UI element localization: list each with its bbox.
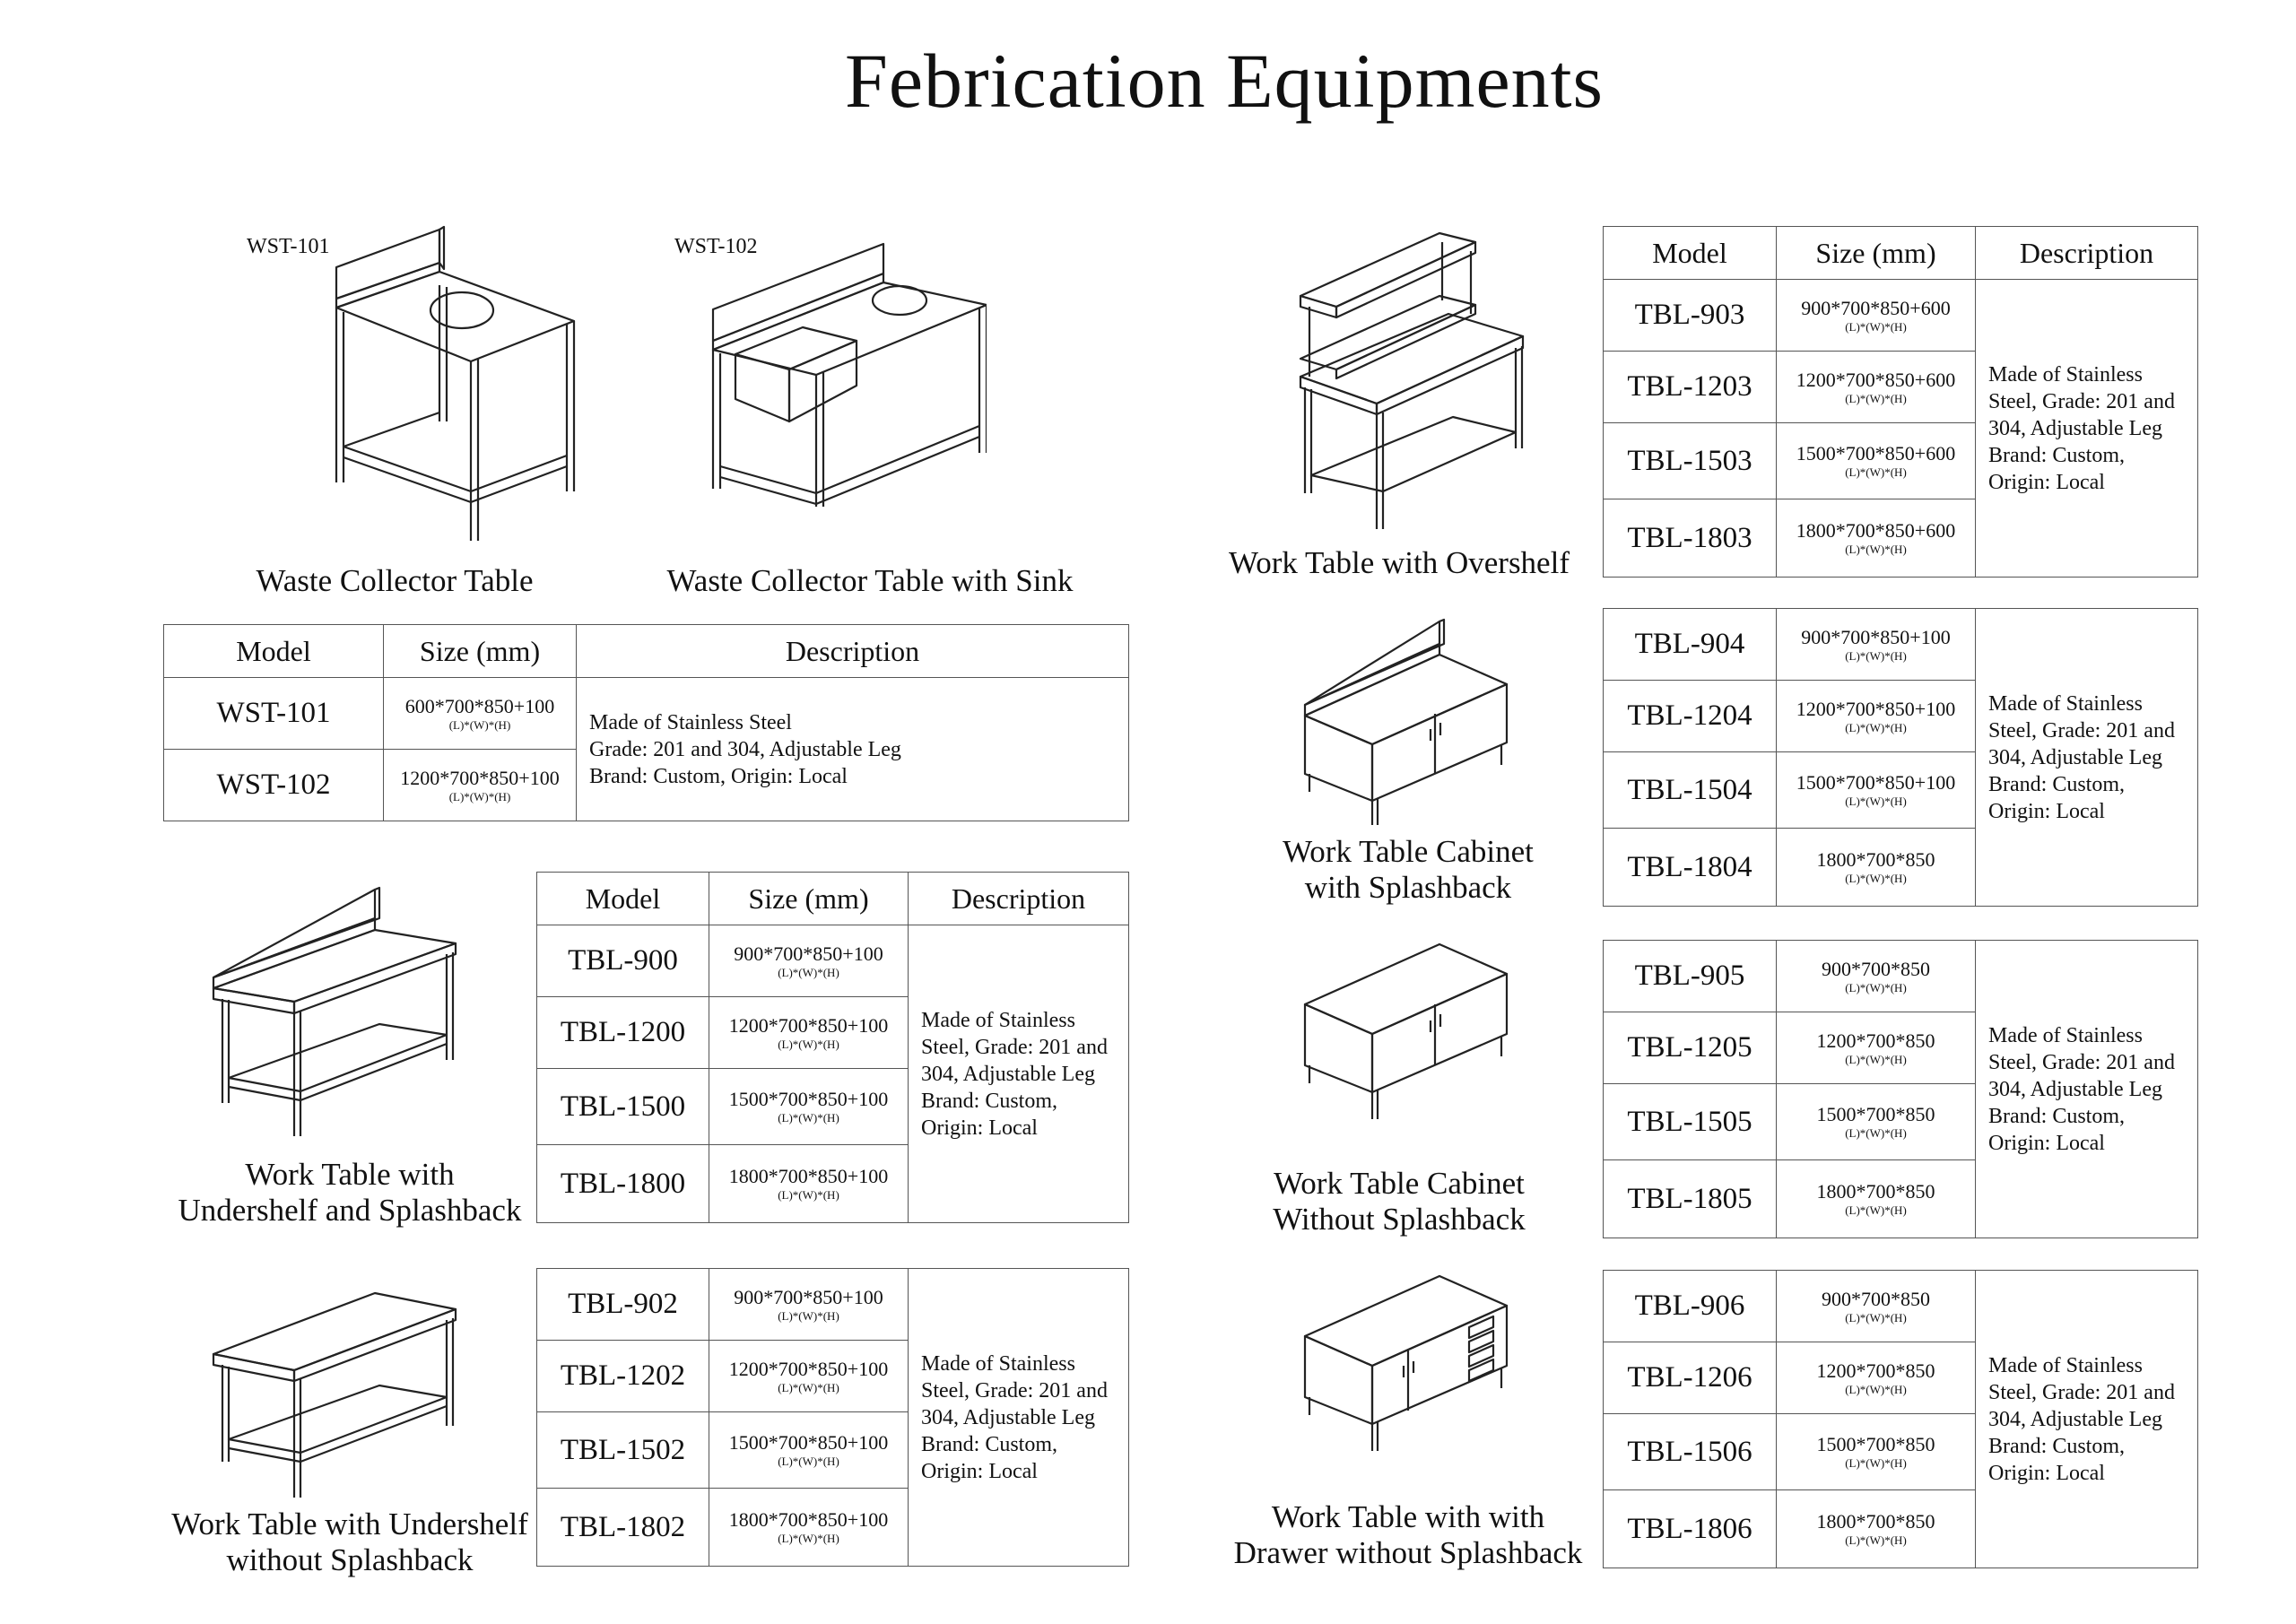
- table-row: [1604, 609, 2198, 681]
- model-cell: TBL-1502: [537, 1412, 709, 1489]
- header-size: Size (mm): [1777, 227, 1976, 280]
- size-cell: 1500*700*850+100 (L)*(W)*(H): [709, 1069, 909, 1145]
- model-cell: TBL-1806: [1604, 1490, 1777, 1568]
- model-cell: TBL-903: [1604, 280, 1777, 352]
- size-cell: 1200*700*850+100 (L)*(W)*(H): [709, 997, 909, 1069]
- model-cell: TBL-1506: [1604, 1414, 1777, 1490]
- table-row: [1604, 941, 2198, 1012]
- size-cell: 1200*700*850+100 (L)*(W)*(H): [384, 750, 577, 821]
- caption-waste-collector-table-with-sink: Waste Collector Table with Sink: [666, 563, 1074, 598]
- header-size: Size (mm): [709, 873, 909, 925]
- model-cell: TBL-1202: [537, 1341, 709, 1412]
- size-cell: 1200*700*850 (L)*(W)*(H): [1777, 1012, 1976, 1084]
- header-model: Model: [537, 873, 709, 925]
- size-cell: 1500*700*850 (L)*(W)*(H): [1777, 1414, 1976, 1490]
- model-cell: TBL-1504: [1604, 752, 1777, 829]
- waste-collector-table-with-sink-drawing: [700, 215, 987, 511]
- tbl-906-spec-table: [1603, 1270, 2198, 1568]
- header-model: Model: [164, 625, 384, 678]
- tbl-904-spec-table: [1603, 608, 2198, 907]
- model-cell: TBL-1200: [537, 997, 709, 1069]
- table-row: [1604, 280, 2198, 352]
- page-title: Febrication Equipments: [844, 38, 1604, 124]
- caption-tbl-906: Work Table with with Drawer without Splashback: [1233, 1499, 1583, 1570]
- model-cell: TBL-904: [1604, 609, 1777, 681]
- model-cell: TBL-1800: [537, 1145, 709, 1223]
- model-cell: TBL-902: [537, 1269, 709, 1341]
- caption-tbl-900: Work Table with Undershelf and Splashback: [178, 1157, 522, 1228]
- size-cell: 1200*700*850+100 (L)*(W)*(H): [1777, 681, 1976, 752]
- size-cell: 1800*700*850+600 (L)*(W)*(H): [1777, 499, 1976, 578]
- wst-101-label: WST-101: [247, 235, 330, 258]
- size-cell: 1500*700*850+100 (L)*(W)*(H): [1777, 752, 1976, 829]
- size-cell: 900*700*850+600 (L)*(W)*(H): [1777, 280, 1976, 352]
- size-cell: 1800*700*850 (L)*(W)*(H): [1777, 1160, 1976, 1238]
- model-cell: TBL-1203: [1604, 352, 1777, 423]
- header-model: Model: [1604, 227, 1777, 280]
- model-cell: TBL-1503: [1604, 423, 1777, 499]
- work-table-overshelf-drawing: [1292, 224, 1534, 538]
- size-cell: 900*700*850+100 (L)*(W)*(H): [1777, 609, 1976, 681]
- description-cell: Made of Stainless Steel, Grade: 201 and 304, Adjustable Leg Brand: Custom, Origin: Local: [1976, 609, 2198, 907]
- table-row: [164, 678, 1129, 750]
- work-table-undershelf-no-splashback-drawing: [209, 1255, 465, 1507]
- description-cell: Made of Stainless Steel, Grade: 201 and 304, Adjustable Leg Brand: Custom, Origin: Local: [909, 925, 1129, 1223]
- model-cell: WST-102: [164, 750, 384, 821]
- waste-collector-table-drawing: [327, 222, 578, 545]
- model-cell: TBL-1805: [1604, 1160, 1777, 1238]
- size-cell: 900*700*850+100 (L)*(W)*(H): [709, 1269, 909, 1341]
- model-cell: TBL-1205: [1604, 1012, 1777, 1084]
- size-cell: 1500*700*850+100 (L)*(W)*(H): [709, 1412, 909, 1489]
- model-cell: WST-101: [164, 678, 384, 750]
- work-table-cabinet-no-splashback-drawing: [1300, 940, 1516, 1155]
- size-cell: 1800*700*850+100 (L)*(W)*(H): [709, 1145, 909, 1223]
- model-cell: TBL-1803: [1604, 499, 1777, 578]
- size-cell: 1200*700*850+600 (L)*(W)*(H): [1777, 352, 1976, 423]
- model-cell: TBL-1804: [1604, 829, 1777, 907]
- size-cell: 900*700*850 (L)*(W)*(H): [1777, 1271, 1976, 1342]
- description-cell: Made of Stainless Steel Grade: 201 and 304, Adjustable Leg Brand: Custom, Origin: Local: [577, 678, 1129, 821]
- model-cell: TBL-905: [1604, 941, 1777, 1012]
- caption-tbl-904: Work Table Cabinet with Splashback: [1283, 834, 1534, 905]
- header-description: Description: [577, 625, 1129, 678]
- size-cell: 900*700*850 (L)*(W)*(H): [1777, 941, 1976, 1012]
- table-row: [1604, 1271, 2198, 1342]
- size-cell: 1800*700*850+100 (L)*(W)*(H): [709, 1489, 909, 1567]
- size-cell: 600*700*850+100 (L)*(W)*(H): [384, 678, 577, 750]
- description-cell: Made of Stainless Steel, Grade: 201 and 304, Adjustable Leg Brand: Custom, Origin: Local: [1976, 1271, 2198, 1568]
- table-row: [537, 1269, 1129, 1341]
- description-cell: Made of Stainless Steel, Grade: 201 and 304, Adjustable Leg Brand: Custom, Origin: Local: [1976, 941, 2198, 1238]
- work-table-drawer-no-splashback-drawing: [1300, 1272, 1516, 1487]
- header-description: Description: [1976, 227, 2198, 280]
- caption-tbl-903: Work Table with Overshelf: [1229, 545, 1570, 580]
- caption-tbl-905: Work Table Cabinet Without Splashback: [1273, 1166, 1526, 1237]
- size-cell: 1800*700*850 (L)*(W)*(H): [1777, 829, 1976, 907]
- tbl-902-spec-table: [536, 1268, 1129, 1567]
- size-cell: 1800*700*850 (L)*(W)*(H): [1777, 1490, 1976, 1568]
- description-cell: Made of Stainless Steel, Grade: 201 and 304, Adjustable Leg Brand: Custom, Origin: Local: [909, 1269, 1129, 1567]
- model-cell: TBL-1802: [537, 1489, 709, 1567]
- wst-spec-table: [163, 624, 1129, 821]
- work-table-cabinet-splashback-drawing: [1300, 617, 1516, 832]
- model-cell: TBL-906: [1604, 1271, 1777, 1342]
- header-size: Size (mm): [384, 625, 577, 678]
- caption-tbl-902: Work Table with Undershelf without Splashback: [171, 1507, 528, 1577]
- model-cell: TBL-1204: [1604, 681, 1777, 752]
- tbl-905-spec-table: [1603, 940, 2198, 1238]
- description-cell: Made of Stainless Steel, Grade: 201 and 304, Adjustable Leg Brand: Custom, Origin: Local: [1976, 280, 2198, 578]
- size-cell: 1200*700*850 (L)*(W)*(H): [1777, 1342, 1976, 1414]
- tbl-903-spec-table: [1603, 226, 2198, 578]
- model-cell: TBL-1505: [1604, 1084, 1777, 1160]
- size-cell: 1500*700*850 (L)*(W)*(H): [1777, 1084, 1976, 1160]
- size-cell: 900*700*850+100 (L)*(W)*(H): [709, 925, 909, 997]
- table-row: [537, 925, 1129, 997]
- work-table-undershelf-splashback-drawing: [209, 881, 465, 1150]
- size-cell: 1500*700*850+600 (L)*(W)*(H): [1777, 423, 1976, 499]
- model-cell: TBL-1206: [1604, 1342, 1777, 1414]
- header-description: Description: [909, 873, 1129, 925]
- caption-waste-collector-table: Waste Collector Table: [256, 563, 534, 598]
- model-cell: TBL-1500: [537, 1069, 709, 1145]
- model-cell: TBL-900: [537, 925, 709, 997]
- tbl-900-spec-table: [536, 872, 1129, 1223]
- size-cell: 1200*700*850+100 (L)*(W)*(H): [709, 1341, 909, 1412]
- wst-102-label: WST-102: [674, 235, 758, 258]
